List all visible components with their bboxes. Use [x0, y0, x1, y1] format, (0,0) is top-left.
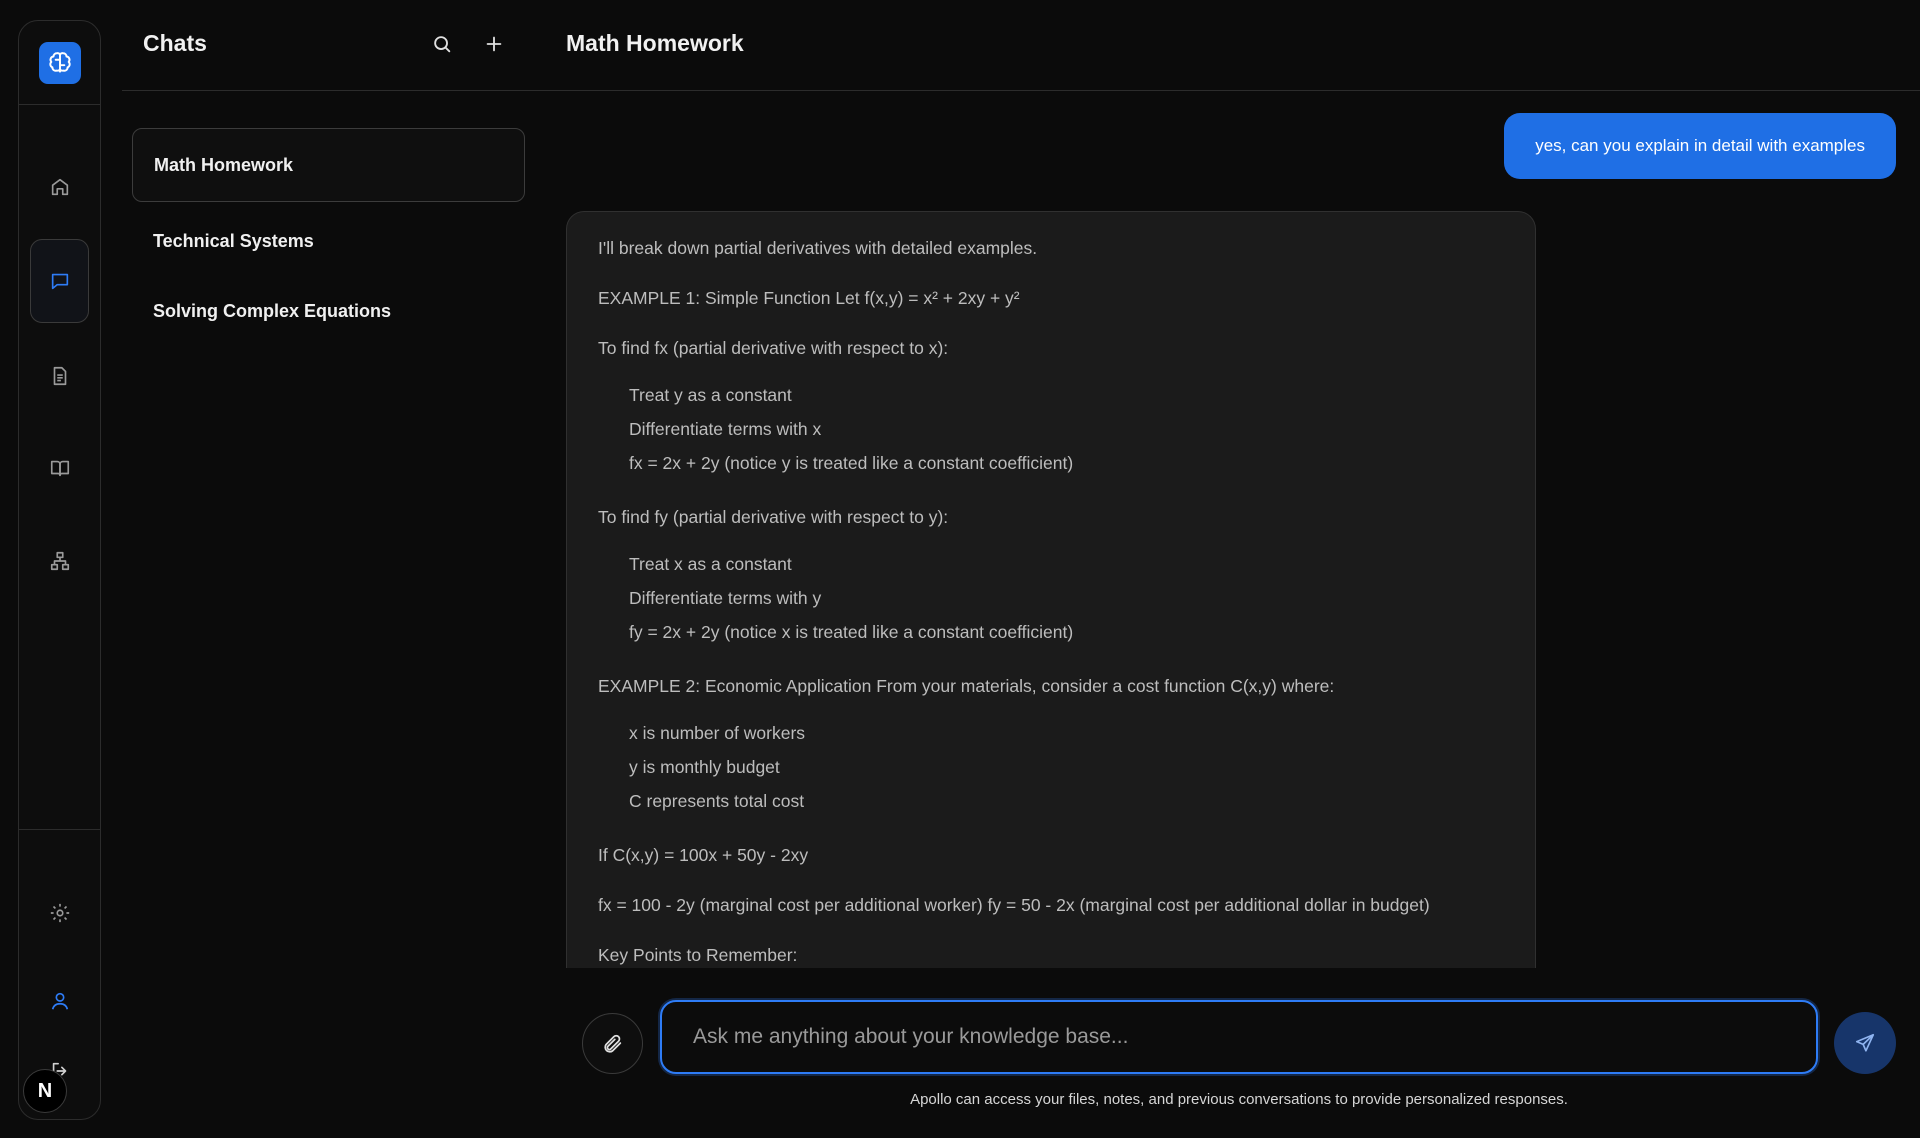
list-item: Differentiate terms with x	[629, 419, 822, 439]
gear-icon[interactable]	[30, 871, 89, 955]
user-message: yes, can you explain in detail with examples	[1504, 113, 1896, 179]
chat-list	[132, 128, 525, 346]
chats-title: Chats	[143, 30, 207, 56]
header-divider	[122, 90, 1920, 91]
assistant-message	[566, 211, 1536, 968]
list-item: y is monthly budget	[629, 757, 780, 777]
list-item: C represents total cost	[629, 791, 805, 811]
logo-area	[19, 21, 100, 105]
paperclip-icon[interactable]	[582, 1013, 643, 1074]
avatar[interactable]: N	[23, 1069, 67, 1113]
search-icon[interactable]	[426, 28, 458, 60]
plus-icon[interactable]	[478, 28, 510, 60]
example2-heading: EXAMPLE 2: Economic Application From your materials, consider a cost function C(x,y) where:	[598, 676, 1335, 696]
example1-heading: EXAMPLE 1: Simple Function Let f(x,y) = x² + 2xy + y²	[598, 288, 1020, 308]
chat-item-technical-systems[interactable]: Technical Systems	[153, 230, 314, 251]
book-icon[interactable]	[30, 426, 89, 510]
composer-footnote: Apollo can access your files, notes, and previous conversations to provide personalized responses.	[910, 1091, 1568, 1108]
list-item: fx = 2x + 2y (notice y is treated like a constant coefficient)	[629, 453, 1074, 473]
chats-header	[122, 0, 532, 90]
assistant-intro: I'll break down partial derivatives with detailed examples.	[598, 238, 1038, 258]
list-item: Treat x as a constant	[629, 554, 792, 574]
message-input[interactable]	[660, 1000, 1818, 1074]
key-points-heading: Key Points to Remember:	[598, 945, 798, 965]
rail-divider	[19, 829, 100, 830]
marginal-costs: fx = 100 - 2y (marginal cost per additional worker) fy = 50 - 2x (marginal cost per additional dollar in budget)	[598, 895, 1430, 915]
user-icon[interactable]	[30, 959, 89, 1043]
cost-function: If C(x,y) = 100x + 50y - 2xy	[598, 845, 809, 865]
document-icon[interactable]	[30, 334, 89, 418]
list-item: Differentiate terms with y	[629, 588, 822, 608]
icon-rail	[18, 20, 101, 1120]
list-item: Treat y as a constant	[629, 385, 792, 405]
fy-steps	[629, 547, 1504, 649]
conversation-title: Math Homework	[566, 30, 744, 56]
fy-heading: To find fy (partial derivative with respect to y):	[598, 507, 949, 527]
brain-icon[interactable]	[39, 42, 81, 84]
fx-steps	[629, 378, 1504, 480]
list-item: fy = 2x + 2y (notice x is treated like a constant coefficient)	[629, 622, 1074, 642]
list-item: x is number of workers	[629, 723, 806, 743]
send-icon[interactable]	[1834, 1012, 1896, 1074]
fx-heading: To find fx (partial derivative with respect to x):	[598, 338, 949, 358]
example2-variables	[629, 716, 1504, 818]
hierarchy-icon[interactable]	[30, 519, 89, 603]
home-icon[interactable]	[30, 145, 89, 229]
chat-bubble-icon[interactable]	[30, 239, 89, 323]
chat-item-solving-complex-equations[interactable]: Solving Complex Equations	[153, 300, 392, 321]
chat-item-math-homework[interactable]: Math Homework	[132, 128, 525, 202]
